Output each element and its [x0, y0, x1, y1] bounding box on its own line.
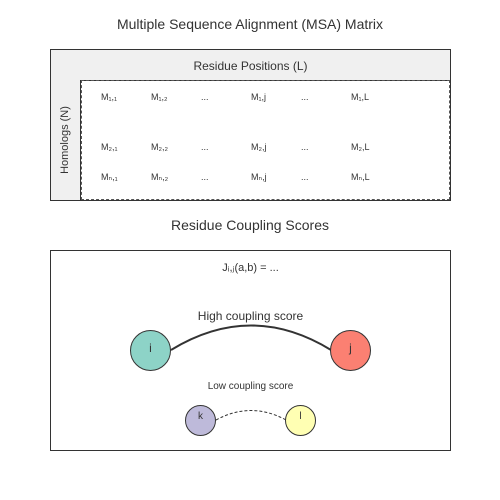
msa-cell: Mₙ,₁: [101, 172, 118, 182]
msa-cell: M₁,₁: [101, 92, 118, 102]
residue-node-label: i: [149, 341, 152, 355]
residue-node-label: k: [198, 411, 203, 422]
msa-cell: M₁,j: [251, 92, 267, 102]
msa-cell: M₂,j: [251, 142, 267, 152]
coupling-panel: [50, 250, 451, 451]
msa-title: Multiple Sequence Alignment (MSA) Matrix: [116, 16, 384, 32]
msa-cell: M₁,L: [351, 92, 370, 102]
msa-row-header-label: Homologs (N): [59, 106, 71, 174]
residue-node-i: [130, 330, 171, 371]
msa-cell: ...: [201, 172, 209, 182]
msa-cell: M₂,₁: [101, 142, 118, 152]
msa-cell: Mₙ,j: [251, 172, 267, 182]
low-coupling-label: Low coupling score: [207, 381, 294, 392]
msa-cell: ...: [201, 92, 209, 102]
msa-row-header: [51, 80, 81, 200]
residue-node-l: [285, 405, 316, 436]
coupling-formula: Jᵢ,ⱼ(a,b) = ...: [222, 262, 279, 274]
msa-cell: ...: [301, 92, 309, 102]
high-coupling-label: High coupling score: [197, 309, 304, 323]
msa-cell: ...: [301, 142, 309, 152]
msa-cell: M₂,₂: [151, 142, 168, 152]
msa-cell: M₂,L: [351, 142, 370, 152]
residue-node-k: [185, 405, 216, 436]
msa-cell: ...: [201, 142, 209, 152]
coupling-title: Residue Coupling Scores: [171, 217, 329, 233]
residue-node-label: l: [299, 411, 302, 422]
msa-cell: M₁,₂: [151, 92, 168, 102]
high-coupling-edge: [171, 326, 331, 351]
low-coupling-edge: [216, 411, 286, 421]
msa-matrix: [50, 49, 451, 201]
coupling-edges: [51, 251, 450, 450]
msa-cell: ...: [301, 172, 309, 182]
msa-cell: Mₙ,L: [351, 172, 370, 182]
msa-column-header: Residue Positions (L): [51, 50, 450, 81]
msa-cell: Mₙ,₂: [151, 172, 169, 182]
residue-node-j: [330, 330, 371, 371]
residue-node-label: j: [349, 341, 352, 355]
